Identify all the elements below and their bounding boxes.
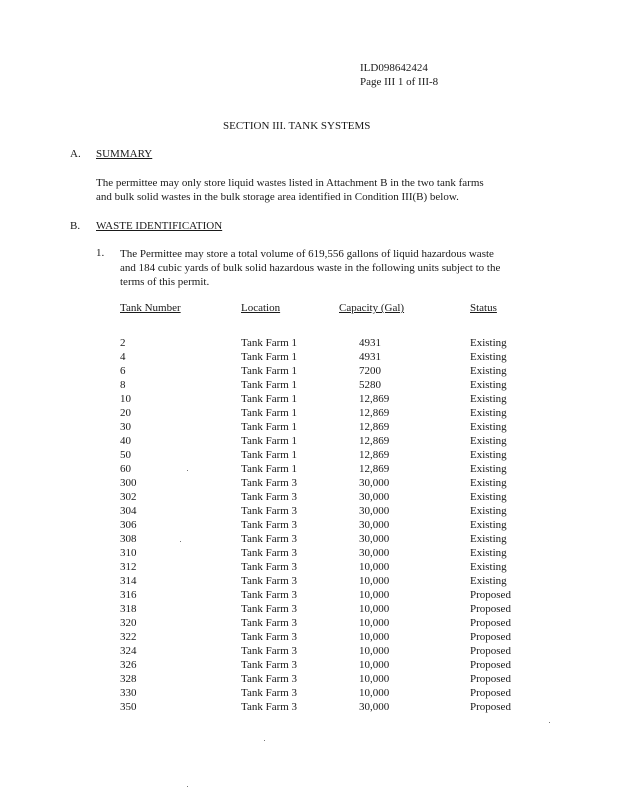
capacity-cell: 30,000	[359, 491, 390, 503]
capacity-cell: 10,000	[359, 575, 390, 587]
table-row	[120, 686, 550, 700]
status-cell: Existing	[470, 337, 507, 349]
capacity-cell: 30,000	[359, 519, 390, 531]
capacity-cell: 30,000	[359, 477, 390, 489]
table-spacer-row	[120, 322, 550, 336]
status-cell: Existing	[470, 435, 507, 447]
status-cell: Existing	[470, 421, 507, 433]
location-cell: Tank Farm 1	[241, 435, 298, 447]
tank-number-cell: 30	[120, 421, 131, 433]
capacity-cell: 30,000	[359, 547, 390, 559]
table-row	[120, 420, 550, 434]
tank-number-cell: 318	[120, 603, 137, 615]
tank-number-cell: 326	[120, 659, 137, 671]
status-cell: Proposed	[470, 603, 511, 615]
table-row	[120, 518, 550, 532]
capacity-cell: 10,000	[359, 673, 390, 685]
capacity-cell: 30,000	[359, 533, 390, 545]
summary-letter: A.	[70, 148, 81, 160]
location-cell: Tank Farm 1	[241, 421, 298, 433]
capacity-cell: 10,000	[359, 659, 390, 671]
table-row	[120, 630, 550, 644]
capacity-cell: 12,869	[359, 449, 390, 461]
capacity-cell: 7200	[359, 365, 381, 377]
table-row	[120, 700, 550, 714]
capacity-cell: 10,000	[359, 687, 390, 699]
table-row	[120, 462, 550, 476]
table-row	[120, 574, 550, 588]
header-location: Location	[241, 302, 281, 314]
capacity-cell: 12,869	[359, 421, 390, 433]
capacity-cell: 12,869	[359, 435, 390, 447]
capacity-cell: 5280	[359, 379, 381, 391]
location-cell: Tank Farm 3	[241, 701, 298, 713]
status-cell: Proposed	[470, 701, 511, 713]
location-cell: Tank Farm 1	[241, 351, 298, 363]
status-cell: Existing	[470, 519, 507, 531]
location-cell: Tank Farm 3	[241, 491, 298, 503]
location-cell: Tank Farm 3	[241, 477, 298, 489]
location-cell: Tank Farm 3	[241, 603, 298, 615]
scan-speck	[187, 786, 188, 787]
scan-speck	[264, 740, 265, 741]
tank-number-cell: 310	[120, 547, 137, 559]
location-cell: Tank Farm 3	[241, 617, 298, 629]
summary-paragraph	[96, 176, 484, 204]
tank-number-cell: 10	[120, 393, 131, 405]
item-number: 1.	[96, 247, 105, 259]
capacity-cell: 10,000	[359, 589, 390, 601]
capacity-cell: 12,869	[359, 407, 390, 419]
status-cell: Existing	[470, 547, 507, 559]
item-line: terms of this permit.	[120, 276, 210, 288]
location-cell: Tank Farm 1	[241, 379, 298, 391]
tank-number-cell: 328	[120, 673, 137, 685]
table-header-row	[120, 302, 550, 322]
status-cell: Existing	[470, 491, 507, 503]
location-cell: Tank Farm 3	[241, 645, 298, 657]
table-row	[120, 490, 550, 504]
tank-number-cell: 306	[120, 519, 137, 531]
status-cell: Existing	[470, 463, 507, 475]
waste-identification-letter: B.	[70, 220, 81, 232]
item-line: The Permittee may store a total volume of 619,556 gallons of liquid hazardous waste	[120, 248, 494, 260]
status-cell: Proposed	[470, 617, 511, 629]
table-row	[120, 672, 550, 686]
status-cell: Existing	[470, 505, 507, 517]
header-status: Status	[470, 302, 497, 314]
status-cell: Proposed	[470, 631, 511, 643]
location-cell: Tank Farm 1	[241, 337, 298, 349]
status-cell: Existing	[470, 393, 507, 405]
location-cell: Tank Farm 3	[241, 631, 298, 643]
header-tank-number: Tank Number	[120, 302, 181, 314]
table-row	[120, 336, 550, 350]
location-cell: Tank Farm 1	[241, 365, 298, 377]
scan-speck	[180, 541, 181, 542]
status-cell: Proposed	[470, 673, 511, 685]
status-cell: Existing	[470, 407, 507, 419]
location-cell: Tank Farm 3	[241, 589, 298, 601]
table-row	[120, 644, 550, 658]
status-cell: Proposed	[470, 659, 511, 671]
status-cell: Proposed	[470, 687, 511, 699]
table-row	[120, 406, 550, 420]
location-cell: Tank Farm 3	[241, 547, 298, 559]
table-row	[120, 364, 550, 378]
table-row	[120, 532, 550, 546]
table-row	[120, 448, 550, 462]
section-title: SECTION III. TANK SYSTEMS	[223, 120, 371, 132]
tank-number-cell: 300	[120, 477, 137, 489]
tank-number-cell: 60	[120, 463, 131, 475]
item-paragraph	[120, 247, 500, 289]
capacity-cell: 4931	[359, 351, 381, 363]
status-cell: Existing	[470, 561, 507, 573]
status-cell: Existing	[470, 365, 507, 377]
capacity-cell: 10,000	[359, 617, 390, 629]
capacity-cell: 10,000	[359, 631, 390, 643]
tank-number-cell: 350	[120, 701, 137, 713]
status-cell: Existing	[470, 379, 507, 391]
waste-identification-heading: WASTE IDENTIFICATION	[96, 220, 223, 232]
table-row	[120, 378, 550, 392]
table-row	[120, 350, 550, 364]
item-line: and 184 cubic yards of bulk solid hazardous waste in the following units subject to the	[120, 262, 501, 274]
scan-speck	[549, 722, 550, 723]
capacity-cell: 4931	[359, 337, 381, 349]
table-row	[120, 658, 550, 672]
tank-number-cell: 50	[120, 449, 131, 461]
tank-number-cell: 8	[120, 379, 126, 391]
table-row	[120, 588, 550, 602]
table-row	[120, 616, 550, 630]
spacer-cell	[120, 322, 550, 336]
location-cell: Tank Farm 3	[241, 673, 298, 685]
status-cell: Existing	[470, 449, 507, 461]
tank-table	[120, 302, 550, 714]
status-cell: Proposed	[470, 589, 511, 601]
location-cell: Tank Farm 3	[241, 659, 298, 671]
tank-number-cell: 316	[120, 589, 137, 601]
tank-number-cell: 4	[120, 351, 126, 363]
location-cell: Tank Farm 1	[241, 407, 298, 419]
table-row	[120, 546, 550, 560]
capacity-cell: 10,000	[359, 603, 390, 615]
location-cell: Tank Farm 3	[241, 505, 298, 517]
page-reference: Page III 1 of III-8	[360, 76, 439, 88]
status-cell: Existing	[470, 477, 507, 489]
status-cell: Proposed	[470, 645, 511, 657]
tank-number-cell: 312	[120, 561, 137, 573]
location-cell: Tank Farm 3	[241, 561, 298, 573]
table-row	[120, 392, 550, 406]
capacity-cell: 10,000	[359, 561, 390, 573]
table-row	[120, 602, 550, 616]
table-row	[120, 476, 550, 490]
tank-number-cell: 20	[120, 407, 131, 419]
tank-number-cell: 40	[120, 435, 131, 447]
status-cell: Existing	[470, 533, 507, 545]
table-row	[120, 504, 550, 518]
tank-number-cell: 308	[120, 533, 137, 545]
tank-number-cell: 302	[120, 491, 137, 503]
document-id: ILD098642424	[360, 62, 428, 74]
summary-line: The permittee may only store liquid wastes listed in Attachment B in the two tank farms	[96, 177, 484, 189]
table-row	[120, 560, 550, 574]
tank-number-cell: 322	[120, 631, 137, 643]
tank-number-cell: 304	[120, 505, 137, 517]
capacity-cell: 30,000	[359, 701, 390, 713]
capacity-cell: 30,000	[359, 505, 390, 517]
status-cell: Existing	[470, 575, 507, 587]
status-cell: Existing	[470, 351, 507, 363]
location-cell: Tank Farm 1	[241, 463, 298, 475]
location-cell: Tank Farm 1	[241, 393, 298, 405]
capacity-cell: 10,000	[359, 645, 390, 657]
tank-number-cell: 6	[120, 365, 126, 377]
tank-number-cell: 320	[120, 617, 137, 629]
capacity-cell: 12,869	[359, 393, 390, 405]
summary-heading: SUMMARY	[96, 148, 153, 160]
location-cell: Tank Farm 3	[241, 575, 298, 587]
capacity-cell: 12,869	[359, 463, 390, 475]
header-capacity: Capacity (Gal)	[339, 302, 405, 314]
tank-table-body	[120, 322, 550, 714]
summary-line: and bulk solid wastes in the bulk storage area identified in Condition III(B) below.	[96, 191, 459, 203]
tank-number-cell: 2	[120, 337, 126, 349]
location-cell: Tank Farm 1	[241, 449, 298, 461]
tank-number-cell: 314	[120, 575, 137, 587]
tank-number-cell: 324	[120, 645, 137, 657]
tank-number-cell: 330	[120, 687, 137, 699]
location-cell: Tank Farm 3	[241, 519, 298, 531]
location-cell: Tank Farm 3	[241, 687, 298, 699]
table-row	[120, 434, 550, 448]
scan-speck	[187, 470, 188, 471]
location-cell: Tank Farm 3	[241, 533, 298, 545]
